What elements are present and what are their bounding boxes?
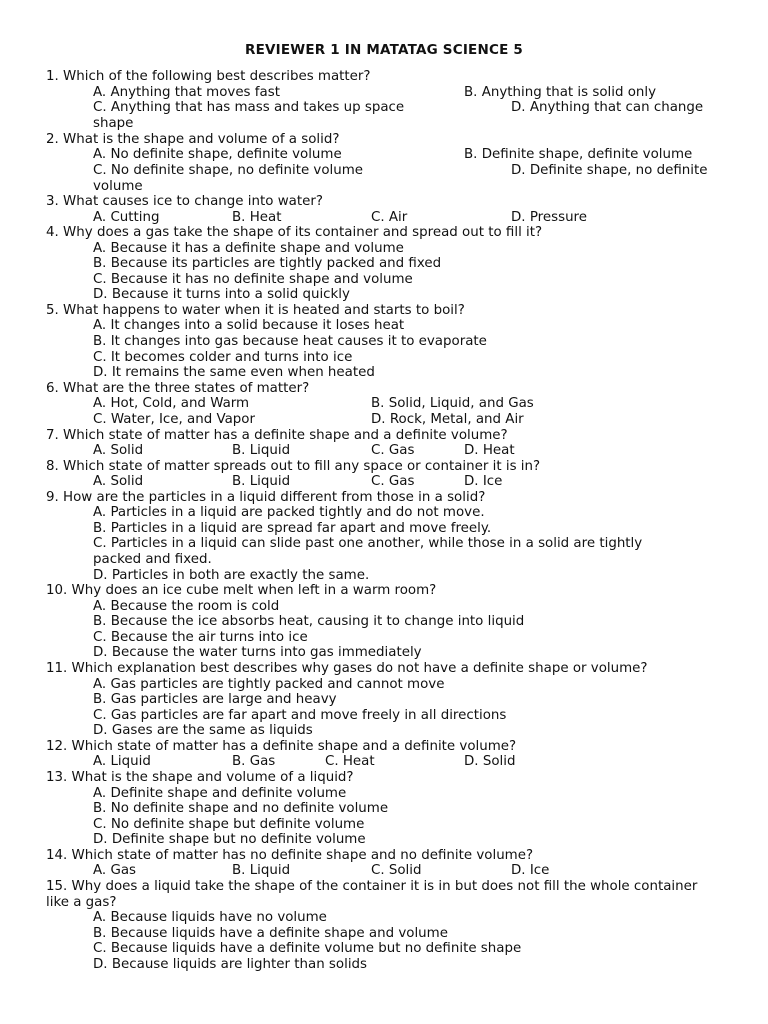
q14-option-b: B. Liquid: [232, 863, 291, 878]
q12-option-a: A. Liquid: [93, 754, 151, 769]
question-10: 10. Why does an ice cube melt when left in a warm room?: [46, 583, 437, 598]
q8-option-d: D. Ice: [464, 474, 503, 489]
q3-option-b: B. Heat: [232, 210, 282, 225]
q4-option-c: C. Because it has no definite shape and volume: [93, 272, 413, 287]
q5-option-b: B. It changes into gas because heat causes it to evaporate: [93, 334, 487, 349]
q7-option-a: A. Solid: [93, 443, 144, 458]
q15-option-d: D. Because liquids are lighter than solids: [93, 957, 368, 972]
question-11: 11. Which explanation best describes why gases do not have a definite shape or volume?: [46, 661, 648, 676]
q13-option-d: D. Definite shape but no definite volume: [93, 832, 366, 847]
q1-option-b: B. Anything that is solid only: [464, 85, 657, 100]
q4-option-d: D. Because it turns into a solid quickly: [93, 287, 350, 302]
question-3: 3. What causes ice to change into water?: [46, 194, 323, 209]
q11-option-a: A. Gas particles are tightly packed and cannot move: [93, 677, 445, 692]
q2-option-b: B. Definite shape, definite volume: [464, 147, 693, 162]
q7-option-d: D. Heat: [464, 443, 515, 458]
q12-option-d: D. Solid: [464, 754, 516, 769]
q2-option-c: C. No definite shape, no definite volume: [93, 163, 364, 178]
q15-option-a: A. Because liquids have no volume: [93, 910, 327, 925]
question-1: 1. Which of the following best describes matter?: [46, 69, 371, 84]
question-5: 5. What happens to water when it is heated and starts to boil?: [46, 303, 465, 318]
q8-option-c: C. Gas: [371, 474, 415, 489]
q6-option-d: D. Rock, Metal, and Air: [371, 412, 524, 427]
q8-option-a: A. Solid: [93, 474, 144, 489]
q7-option-c: C. Gas: [371, 443, 415, 458]
q9-option-d: D. Particles in both are exactly the same.: [93, 568, 370, 583]
q13-option-c: C. No definite shape but definite volume: [93, 817, 365, 832]
q15-option-b: B. Because liquids have a definite shape and volume: [93, 926, 448, 941]
q5-option-a: A. It changes into a solid because it loses heat: [93, 318, 405, 333]
question-15: 15. Why does a liquid take the shape of the container it is in but does not fill the whole container like a gas?: [46, 879, 698, 910]
question-14: 14. Which state of matter has no definite shape and no definite volume?: [46, 848, 534, 863]
q14-option-c: C. Solid: [371, 863, 422, 878]
q3-option-a: A. Cutting: [93, 210, 160, 225]
q2-option-a: A. No definite shape, definite volume: [93, 147, 342, 162]
q9-option-c: C. Particles in a liquid can slide past one another, while those in a solid are tightly packed and fixed.: [93, 536, 643, 567]
question-12: 12. Which state of matter has a definite shape and a definite volume?: [46, 739, 517, 754]
worksheet-title: REVIEWER 1 IN MATATAG SCIENCE 5: [244, 42, 523, 58]
q13-option-b: B. No definite shape and no definite volume: [93, 801, 389, 816]
question-9: 9. How are the particles in a liquid different from those in a solid?: [46, 490, 486, 505]
q9-option-b: B. Particles in a liquid are spread far apart and move freely.: [93, 521, 492, 536]
q5-option-c: C. It becomes colder and turns into ice: [93, 350, 353, 365]
q6-option-c: C. Water, Ice, and Vapor: [93, 412, 255, 427]
q10-option-c: C. Because the air turns into ice: [93, 630, 308, 645]
q3-option-c: C. Air: [371, 210, 408, 225]
q5-option-d: D. It remains the same even when heated: [93, 365, 375, 380]
q3-option-d: D. Pressure: [511, 210, 588, 225]
question-2: 2. What is the shape and volume of a solid?: [46, 132, 340, 147]
q7-option-b: B. Liquid: [232, 443, 291, 458]
q15-option-c: C. Because liquids have a definite volume but no definite shape: [93, 941, 522, 956]
q11-option-d: D. Gases are the same as liquids: [93, 723, 313, 738]
q6-option-a: A. Hot, Cold, and Warm: [93, 396, 250, 411]
question-4: 4. Why does a gas take the shape of its container and spread out to fill it?: [46, 225, 543, 240]
q14-option-a: A. Gas: [93, 863, 136, 878]
q10-option-a: A. Because the room is cold: [93, 599, 280, 614]
q4-option-a: A. Because it has a definite shape and volume: [93, 241, 404, 256]
q11-option-c: C. Gas particles are far apart and move freely in all directions: [93, 708, 507, 723]
q1-option-d: D. Anything that can change shape: [93, 100, 704, 131]
question-13: 13. What is the shape and volume of a liquid?: [46, 770, 354, 785]
q12-option-b: B. Gas: [232, 754, 276, 769]
q14-option-d: D. Ice: [511, 863, 550, 878]
q12-option-c: C. Heat: [325, 754, 375, 769]
question-7: 7. Which state of matter has a definite shape and a definite volume?: [46, 428, 508, 443]
q9-option-a: A. Particles in a liquid are packed tightly and do not move.: [93, 505, 485, 520]
q4-option-b: B. Because its particles are tightly packed and fixed: [93, 256, 442, 271]
question-6: 6. What are the three states of matter?: [46, 381, 310, 396]
q11-option-b: B. Gas particles are large and heavy: [93, 692, 337, 707]
q10-option-b: B. Because the ice absorbs heat, causing it to change into liquid: [93, 614, 525, 629]
q1-option-c: C. Anything that has mass and takes up space: [93, 100, 405, 115]
q8-option-b: B. Liquid: [232, 474, 291, 489]
q10-option-d: D. Because the water turns into gas immediately: [93, 645, 422, 660]
q1-option-a: A. Anything that moves fast: [93, 85, 280, 100]
q6-option-b: B. Solid, Liquid, and Gas: [371, 396, 534, 411]
question-8: 8. Which state of matter spreads out to fill any space or container it is in?: [46, 459, 541, 474]
q2-option-d: D. Definite shape, no definite volume: [93, 163, 708, 194]
q13-option-a: A. Definite shape and definite volume: [93, 786, 347, 801]
